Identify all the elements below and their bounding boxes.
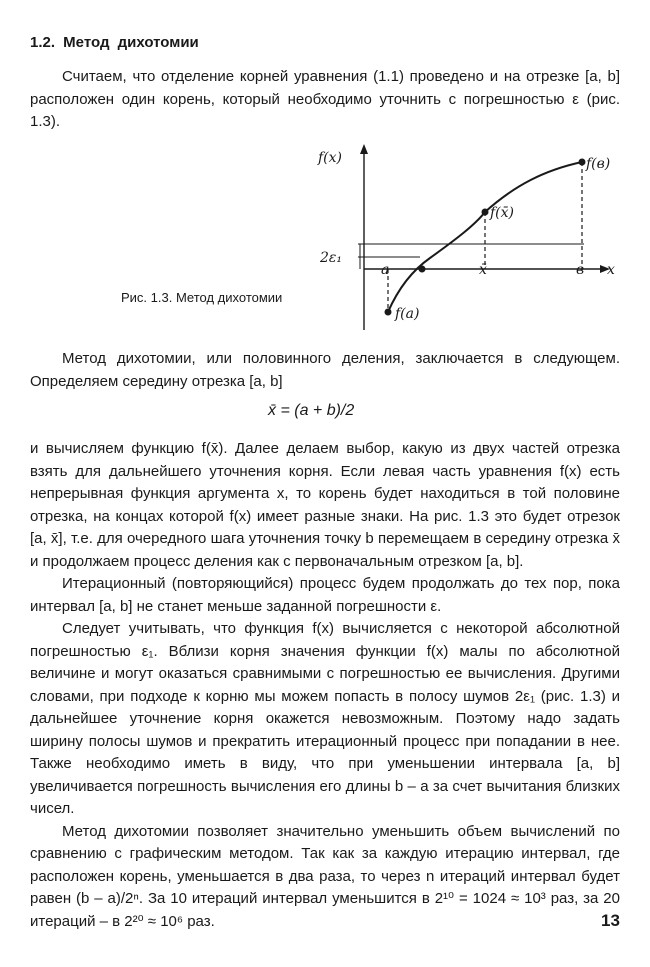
para-method-text: Метод дихотомии, или половинного деления, заключается в следующем. Определяем середину отрезка [a, b]: [30, 350, 620, 390]
para-efficiency: Метод дихотомии позволяет значительно уменьшить объем вычислений по сравнению с графическим методом. Так как за каждую итерацию интервал, где расположен корень, уменьшается в два раза, то через n итераций интервал будет равен (b – a)/2ⁿ. За 10 итераций интервал уменьшится в 2¹⁰ = 1024 ≈ 10³ раз, за 20 итераций – в 2²⁰ ≈ 10⁶ раз.: [30, 822, 620, 930]
label-xbar: x̄: [479, 262, 487, 278]
para-method: [30, 348, 620, 393]
point-fa: [385, 309, 392, 316]
dichotomy-figure: [310, 140, 630, 340]
intro-text: Считаем, что отделение корней уравнения (1.1) проведено и на отрезке [a, b] расположен один корень, который необходимо уточнить с погрешностью ε (рис. 1.3).: [30, 68, 620, 130]
label-a: a: [381, 262, 390, 278]
y-axis-label: f(x): [318, 150, 343, 166]
para-evaluate: и вычисляем функцию f(x̄). Далее делаем выбор, какую из двух частей отрезка взять для дальнейшего уточнения корня. Если левая часть уравнения f(x) есть непрерывная функция аргумента x, то корень будет находиться в той половине отрезка, на концах которой f(x) имеет разные знаки. На рис. 1.3 это будет отрезок [a, x̄], т.е. для очередного шага уточнения точку b перемещаем в середину отрезка x̄ и продолжаем процесс деления как с первоначальным отрезком [a, b].: [30, 440, 620, 570]
para-noise: Следует учитывать, что функция f(x) вычисляется с некоторой абсолютной погрешностью ε₁. Вблизи корня значения функции f(x) малы по абсолютной величине и могут оказаться сравнимыми с погрешностью ее вычисления. Другими словами, при подходе к корню мы можем попасть в полосу шумов 2ε₁ (рис. 1.3) и дальнейшее уточнение корня окажется невозможным. Поэтому надо задать ширину полосы шумов и прекратить итерационный процесс при попадании в нее. Также необходимо иметь в виду, что при уменьшении интервала [a, b] увеличивается погрешность вычисления его длины b – a за счет вычитания близких чисел.: [30, 620, 620, 817]
formula-midpoint: x̄ = (a + b)/2: [268, 402, 355, 419]
para-iterate: Итерационный (повторяющийся) процесс будем продолжать до тех пор, пока интервал [a, b] не станет меньше заданной погрешности ε.: [30, 575, 620, 615]
x-axis-label: x: [607, 262, 615, 278]
intro-paragraph: [30, 66, 620, 134]
point-fxbar: [482, 209, 489, 216]
point-root: [419, 266, 426, 273]
y-axis-arrow: [360, 144, 368, 154]
label-fa: f(a): [395, 306, 420, 322]
label-fb: f(в): [586, 156, 611, 172]
noise-band-label: 2ε₁: [320, 250, 343, 266]
page-number: 13: [601, 911, 620, 930]
label-b: в: [576, 262, 585, 278]
point-fb: [579, 159, 586, 166]
section-heading: 1.2. Метод дихотомии: [30, 34, 199, 51]
label-fxbar: f(x̄): [490, 205, 515, 221]
main-text: [30, 438, 620, 933]
figure-caption: Рис. 1.3. Метод дихотомии: [121, 290, 283, 305]
